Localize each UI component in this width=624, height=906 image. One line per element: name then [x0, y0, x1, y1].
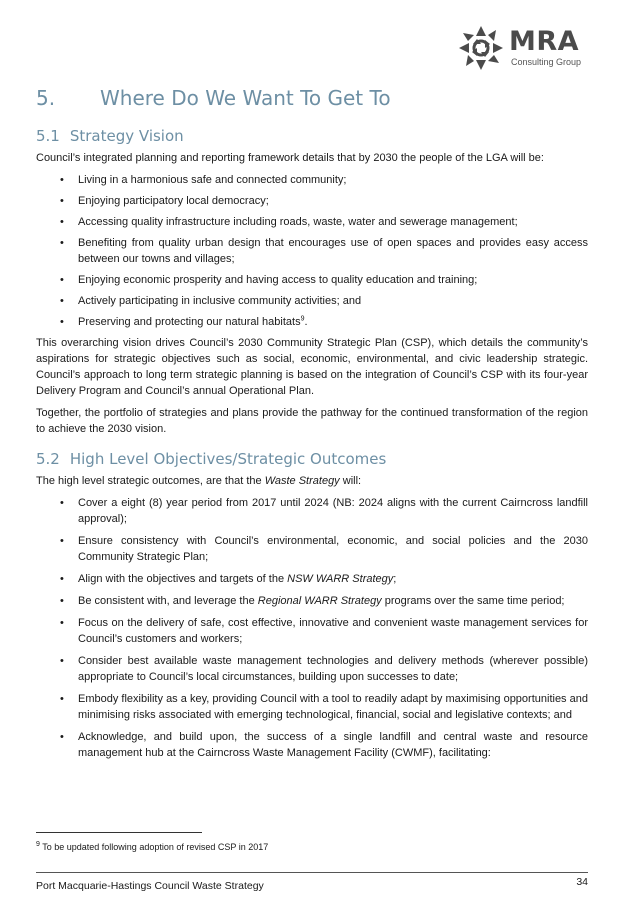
objectives-list: [60, 495, 588, 761]
list-item: • Enjoying participatory local democracy;: [60, 193, 588, 209]
mra-logo: [457, 24, 597, 76]
objectives-title: High Level Objectives/Strategic Outcomes: [69, 450, 387, 468]
list-item: • Acknowledge, and build upon, the success of a single landfill and central waste and resource management hub at the Cairncross Waste Management Facility (CWMF), facilitating:: [60, 729, 588, 761]
list-item: • Embody flexibility as a key, providing Council with a tool to readily adapt by maximising opportunities and minimising risks associated with emerging technological, financial, social and legislative contexts; and: [60, 691, 588, 723]
objectives-heading: [36, 449, 588, 469]
vision-intro: Council’s integrated planning and reporting framework details that by 2030 the people of the LGA will be:: [36, 152, 544, 164]
last-bullet-end: .: [304, 316, 308, 328]
vision-paragraph-1: This overarching vision drives Council’s 2030 Community Strategic Plan (CSP), which details the community’s aspirations for strategic objectives such as social, economic, environmental, and civic leadership strategic. Council’s approach to long term strategic planning is based on the integration of Council’s CSP with its four-year Delivery Program and Council’s annual Operational Plan.: [36, 337, 588, 397]
footer-title: Port Macquarie-Hastings Council Waste Strategy: [36, 880, 264, 892]
b3-pre: Align with the objectives and targets of the: [78, 573, 288, 585]
vision-paragraph-2: Together, the portfolio of strategies and plans provide the pathway for the continued transformation of the region to achieve the 2030 vision.: [36, 407, 588, 435]
page-content: [36, 84, 588, 767]
b4-post: programs over the same time period;: [381, 595, 565, 607]
page-number: 34: [576, 876, 588, 888]
list-item: • Living in a harmonious safe and connected community;: [60, 172, 588, 188]
section-heading: [36, 84, 588, 112]
intro-em: Waste Strategy: [264, 475, 340, 487]
objectives-number: 5.2: [36, 450, 60, 468]
list-item: • Benefiting from quality urban design that encourages use of open spaces and provides easy access between our towns and villages;: [60, 235, 588, 267]
vision-number: 5.1: [36, 127, 60, 145]
b4-pre: Be consistent with, and leverage the: [78, 595, 258, 607]
section-title: Where Do We Want To Get To: [100, 86, 391, 110]
intro-post: will:: [339, 475, 362, 487]
vision-heading: [36, 126, 588, 146]
footnote-text: To be updated following adoption of revised CSP in 2017: [39, 842, 269, 852]
footnote-number: 9: [36, 841, 40, 848]
logo-name: MRA: [509, 26, 580, 57]
footer-divider: [36, 872, 588, 873]
mra-logo-icon: [457, 24, 505, 72]
footnote-divider: [36, 832, 202, 833]
list-item: • Enjoying economic prosperity and having access to quality education and training;: [60, 272, 588, 288]
list-item: • Ensure consistency with Council’s environmental, economic, and social policies and the 2030 Community Strategic Plan;: [60, 533, 588, 565]
logo-tagline: Consulting Group: [511, 57, 582, 67]
section-number: 5.: [36, 86, 56, 110]
list-item: • Consider best available waste management technologies and delivery methods (wherever possible) appropriate to Council’s local circumstances, building upon successes to date;: [60, 653, 588, 685]
list-item: • Focus on the delivery of safe, cost effective, innovative and convenient waste management services for Council’s customers and workers;: [60, 615, 588, 647]
vision-list: [60, 172, 588, 330]
last-bullet-text: Preserving and protecting our natural habitats: [78, 316, 301, 328]
list-item: [60, 314, 588, 330]
intro-pre: The high level strategic outcomes, are that the: [36, 475, 265, 487]
b3-post: ;: [393, 573, 397, 585]
list-item: [60, 593, 588, 609]
b4-em: Regional WARR Strategy: [257, 595, 382, 607]
footnote-ref[interactable]: 9: [300, 315, 305, 323]
list-item: • Cover a eight (8) year period from 2017 until 2024 (NB: 2024 aligns with the current Cairncross landfill approval);: [60, 495, 588, 527]
list-item: • Accessing quality infrastructure including roads, waste, water and sewerage management;: [60, 214, 588, 230]
b3-em: NSW WARR Strategy: [287, 573, 394, 585]
objectives-intro: [36, 473, 588, 489]
vision-title: Strategy Vision: [69, 127, 184, 145]
footnote: [36, 841, 268, 853]
list-item: [60, 571, 588, 587]
list-item: • Actively participating in inclusive community activities; and: [60, 293, 588, 309]
